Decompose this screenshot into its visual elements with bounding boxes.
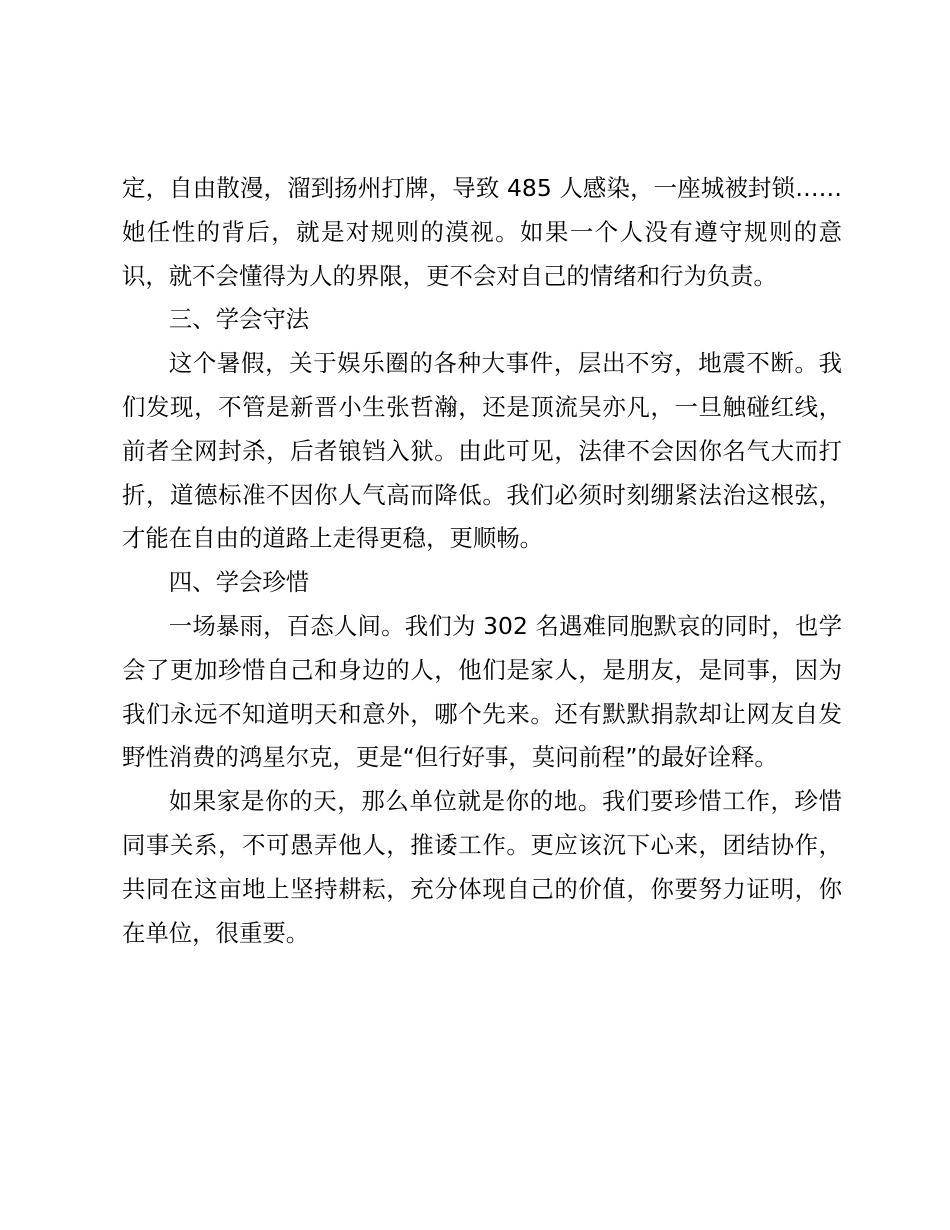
section-heading-obey-law: 三、学会守法 — [168, 305, 310, 334]
paragraph-workplace: 如果家是你的天，那么单位就是你的地。我们要珍惜工作，珍惜同事关系，不可愚弄他人，推诿工作。更应该沉下心来，团结协作，共同在这亩地上坚持耕耘，充分体现自己的价值，你要努力证明，你在单位，很重要。 — [122, 787, 842, 947]
document-body — [122, 167, 842, 955]
section-heading-cherish: 四、学会珍惜 — [168, 568, 310, 597]
paragraph-continuation: 定，自由散漫，溜到扬州打牌，导致 485 人感染，一座城被封锁……她任性的背后，就是对规则的漠视。如果一个人没有遵守规则的意识，就不会懂得为人的界限，更不会对自己的情绪和行为负责。 — [122, 174, 842, 290]
paragraph-cherish: 一场暴雨，百态人间。我们为 302 名遇难同胞默哀的同时，也学会了更加珍惜自己和身边的人，他们是家人，是朋友，是同事，因为我们永远不知道明天和意外，哪个先来。还有默默捐款却让网友自发野性消费的鸿星尔克，更是“但行好事，莫问前程”的最好诠释。 — [122, 611, 842, 772]
paragraph-obey-law: 这个暑假，关于娱乐圈的各种大事件，层出不穷，地震不断。我们发现，不管是新晋小生张哲瀚，还是顶流吴亦凡，一旦触碰红线，前者全网封杀，后者锒铛入狱。由此可见，法律不会因你名气大而打折，道德标准不因你人气高而降低。我们必须时刻绷紧法治这根弦，才能在自由的道路上走得更稳，更顺畅。 — [122, 349, 842, 553]
